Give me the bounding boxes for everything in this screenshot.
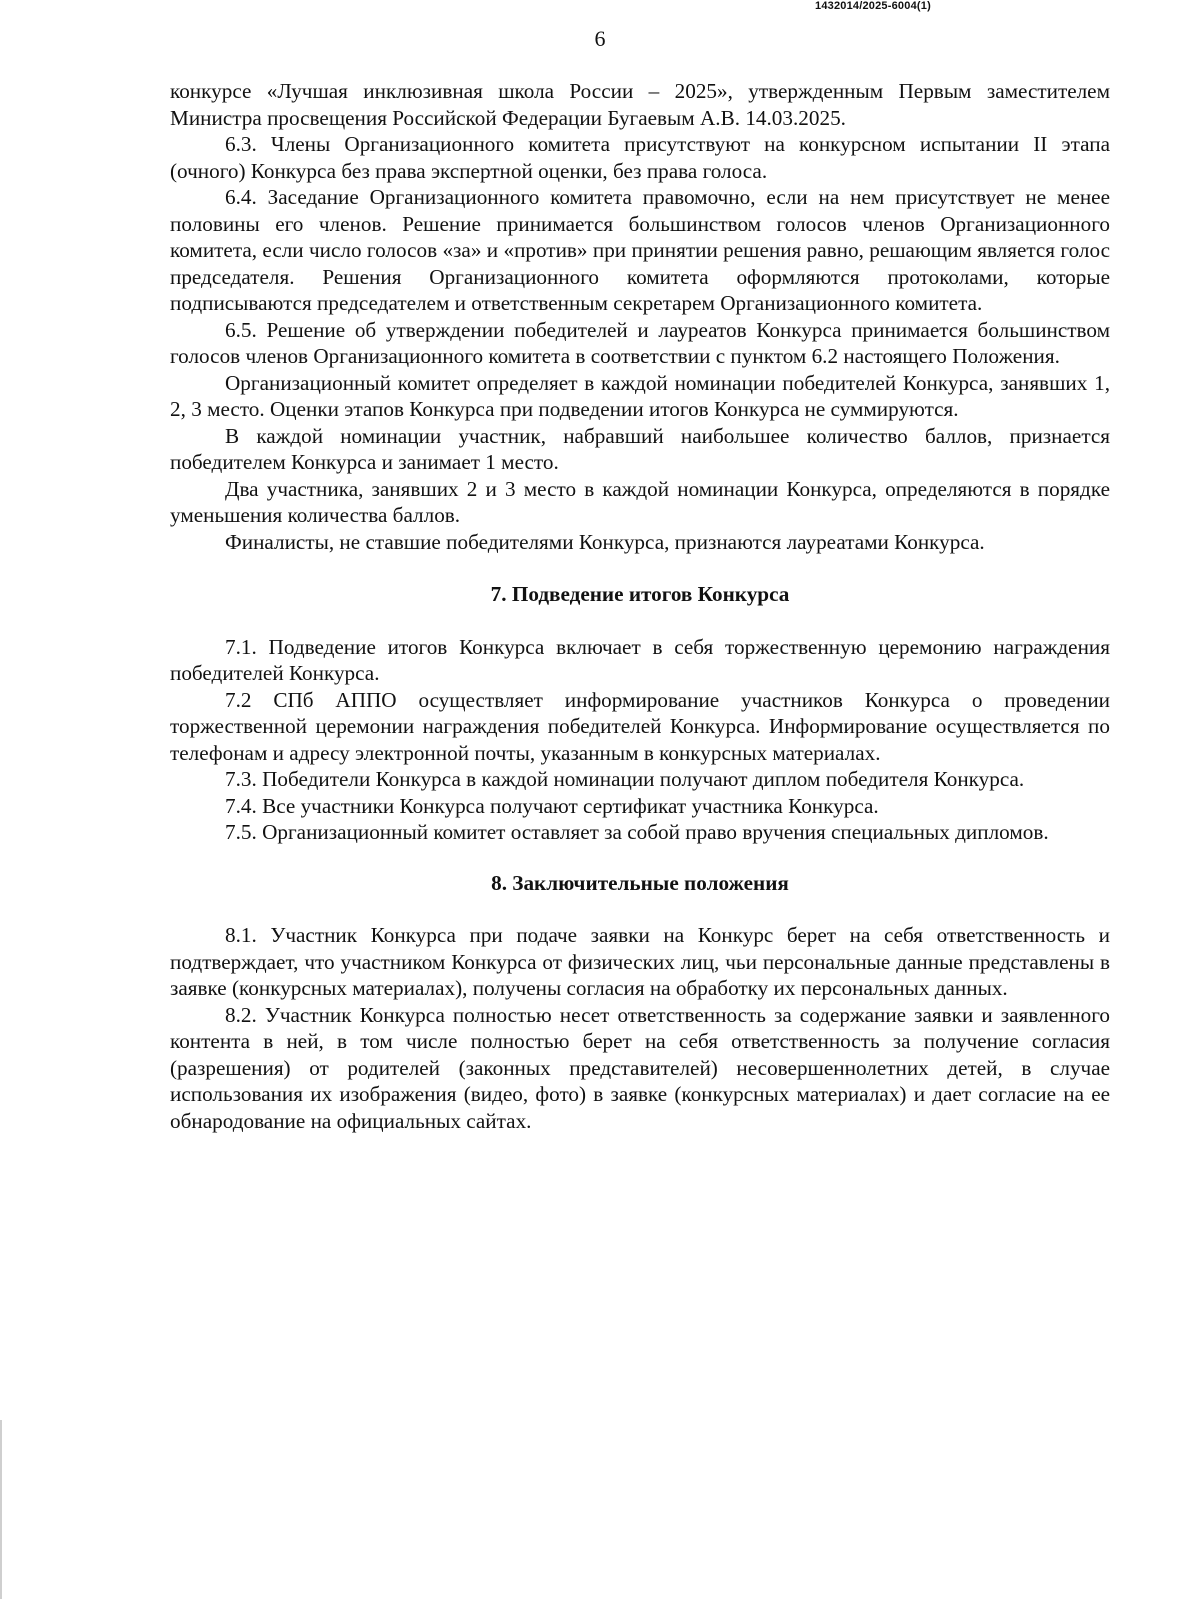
section-7-heading: 7. Подведение итогов Конкурса [490,582,790,606]
paragraph-7-5: 7.5. Организационный комитет оставляет за собой право вручения специальных дипломов. [225,820,1049,844]
paragraph-7-2: 7.2 СПб АППО осуществляет информирование участников Конкурса о проведении торжественной церемонии награждения победителей Конкурса. Информирование осуществляется по телефонам и адресу электронной почты, указанным в конкурсных материалах. [170,687,1110,765]
section-8-heading: 8. Заключительные положения [491,870,789,895]
scan-edge-line [0,1420,2,1599]
paragraph-7-1: 7.1. Подведение итогов Конкурса включает в себя торжественную церемонию награждения победителей Конкурса. [170,634,1110,685]
paragraph-6-3: 6.3. Члены Организационного комитета присутствуют на конкурсном испытании II этапа (очного) Конкурса без права экспертной оценки, без права голоса. [170,132,1110,183]
paragraph-8-1: 8.1. Участник Конкурса при подаче заявки на Конкурс берет на себя ответственность и подтверждает, что участником Конкурса от физических лиц, чьи персональные данные представлены в заявке (конкурсных материалах), получены согласия на обработку их персональных данных. [170,923,1110,1000]
paragraph-7-3: 7.3. Победители Конкурса в каждой номинации получают диплом победителя Конкурса. [225,767,1025,791]
paragraph-committee-determines: Организационный комитет определяет в каждой номинации победителей Конкурса, занявших 1, 2, 3 место. Оценки этапов Конкурса при подведении итогов Конкурса не суммируются. [170,370,1110,421]
paragraph-8-2: 8.2. Участник Конкурса полностью несет ответственность за содержание заявки и заявленного контента в ней, в том числе полностью берет на себя ответственность за получение согласия (разрешения) от родителей (законных представителей) несовершеннолетних детей, в случае использования их изображения (видео, фото) в заявке (конкурсных материалах) и дает согласие на ее обнародование на официальных сайтах. [170,1002,1110,1133]
paragraph-7-4: 7.4. Все участники Конкурса получают сертификат участника Конкурса. [225,793,879,818]
page-number: 6 [594,26,606,51]
registration-number: 1432014/2025-6004(1) [815,0,931,12]
paragraph-continuation: конкурсе «Лучшая инклюзивная школа России – 2025», утвержденным Первым заместителем Министра просвещения Российской Федерации Бугаевым А.В. 14.03.2025. [170,79,1110,130]
paragraph-laureates: Финалисты, не ставшие победителями Конкурса, признаются лауреатами Конкурса. [225,529,985,554]
paragraph-second-third-place: Два участника, занявших 2 и 3 место в каждой номинации Конкурса, определяются в порядке уменьшения количества баллов. [170,476,1110,527]
document-body [170,78,1110,1134]
paragraph-6-4: 6.4. Заседание Организационного комитета правомочно, если на нем присутствует не менее половины его членов. Решение принимается большинством голосов членов Организационного комитета, если число голосов «за» и «против» при принятии решения равно, решающим является голос председателя. Решения Организационного комитета оформляются протоколами, которые подписываются председателем и ответственным секретарем Организационного комитета. [170,185,1110,315]
paragraph-6-5: 6.5. Решение об утверждении победителей и лауреатов Конкурса принимается большинством голосов членов Организационного комитета в соответствии с пунктом 6.2 настоящего Положения. [170,317,1110,368]
paragraph-first-place: В каждой номинации участник, набравший наибольшее количество баллов, признается победителем Конкурса и занимает 1 место. [170,423,1110,474]
